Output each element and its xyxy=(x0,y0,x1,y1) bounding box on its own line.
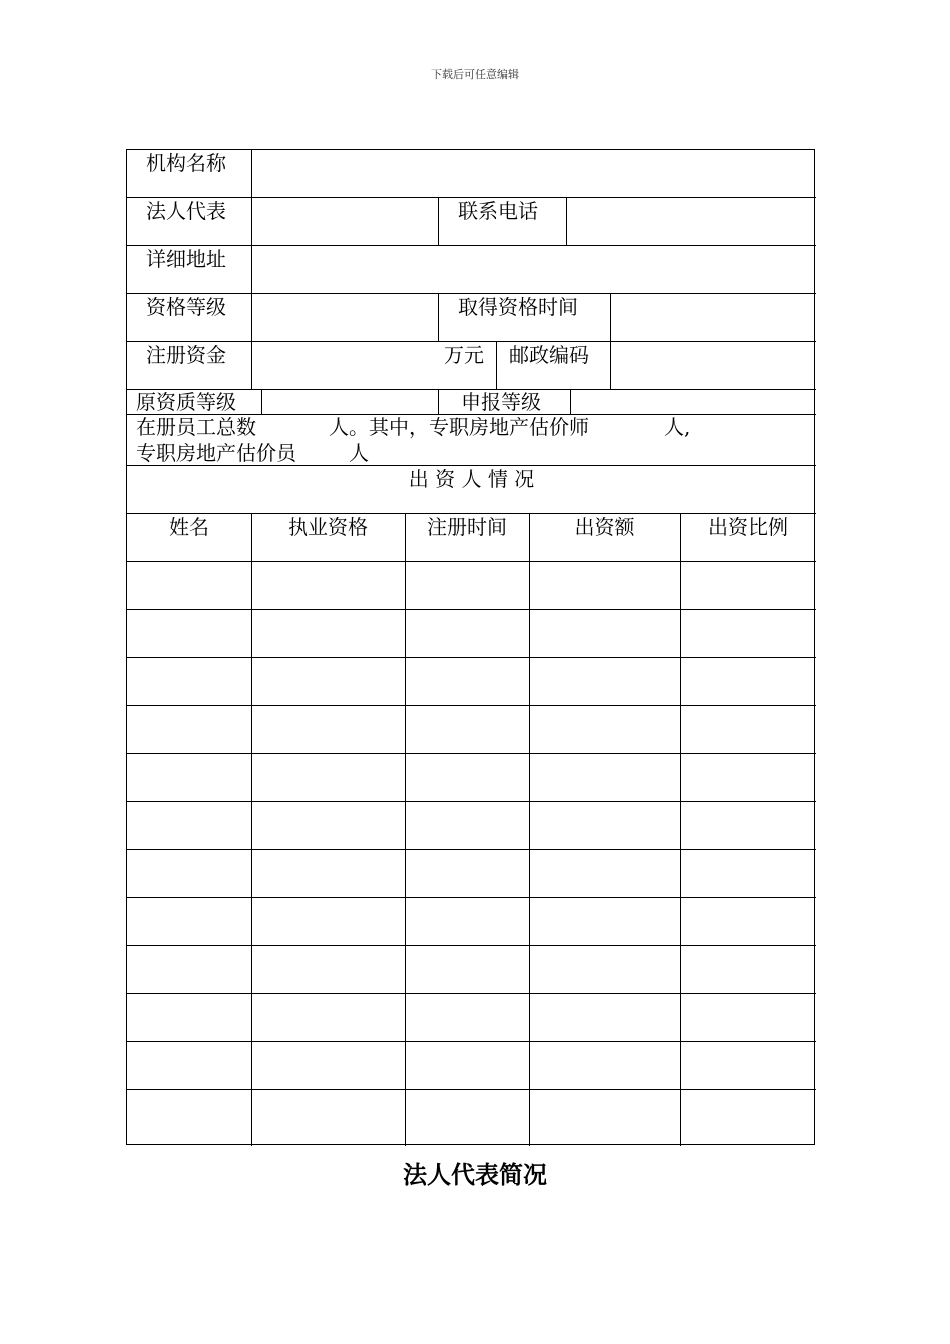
col-divider xyxy=(566,197,567,245)
row-divider xyxy=(127,341,816,342)
qualification-date-label: 取得资格时间 xyxy=(458,295,578,319)
row-divider xyxy=(127,753,816,754)
row-divider xyxy=(127,657,816,658)
row-divider xyxy=(127,513,816,514)
row-divider xyxy=(127,197,816,198)
address-label: 详细地址 xyxy=(146,247,226,271)
column-header-name: 姓名 xyxy=(169,515,209,539)
col-divider xyxy=(680,513,681,1146)
row-divider xyxy=(127,561,816,562)
col-divider xyxy=(610,293,611,389)
row-divider xyxy=(127,897,816,898)
org-name-label: 机构名称 xyxy=(146,151,226,175)
column-header-qualification: 执业资格 xyxy=(288,515,368,539)
registered-capital-label: 注册资金 xyxy=(146,343,226,367)
row-divider xyxy=(127,1089,816,1090)
col-divider xyxy=(251,513,252,1146)
legal-rep-label: 法人代表 xyxy=(146,199,226,223)
row-divider xyxy=(127,993,816,994)
staff-assistant-label: 专职房地产估价员 xyxy=(136,441,296,465)
staff-appraiser-unit: 人, xyxy=(664,415,691,439)
row-divider xyxy=(127,1041,816,1042)
col-divider xyxy=(438,389,439,414)
column-header-investment: 出资额 xyxy=(574,515,635,539)
row-divider xyxy=(127,245,816,246)
row-divider xyxy=(127,801,816,802)
row-divider xyxy=(127,705,816,706)
staff-appraiser-label: 人。其中，专职房地产估价师 xyxy=(329,415,589,439)
col-divider xyxy=(438,197,439,245)
applied-level-label: 申报等级 xyxy=(461,390,541,414)
row-divider xyxy=(127,609,816,610)
row-divider xyxy=(127,293,816,294)
investor-section-title: 出 资 人 情 况 xyxy=(408,467,535,491)
capital-unit: 万元 xyxy=(444,343,484,367)
row-divider xyxy=(127,465,816,466)
col-divider xyxy=(496,341,497,389)
original-qualification-label: 原资质等级 xyxy=(136,390,236,414)
column-header-registration-date: 注册时间 xyxy=(427,515,507,539)
col-divider xyxy=(438,293,439,341)
row-divider xyxy=(127,849,816,850)
col-divider xyxy=(570,389,571,414)
staff-assistant-unit: 人 xyxy=(349,441,369,465)
col-divider xyxy=(529,513,530,1146)
registration-form xyxy=(126,149,815,1145)
col-divider xyxy=(251,150,252,389)
staff-total-label: 在册员工总数 xyxy=(136,415,256,439)
legal-rep-profile-title: 法人代表简况 xyxy=(403,1160,547,1189)
col-divider xyxy=(261,389,262,414)
qualification-level-label: 资格等级 xyxy=(146,295,226,319)
column-header-investment-ratio: 出资比例 xyxy=(708,515,788,539)
row-divider xyxy=(127,945,816,946)
col-divider xyxy=(405,513,406,1146)
phone-label: 联系电话 xyxy=(458,199,538,223)
header-note: 下载后可任意编辑 xyxy=(431,68,519,81)
postal-code-label: 邮政编码 xyxy=(509,343,589,367)
